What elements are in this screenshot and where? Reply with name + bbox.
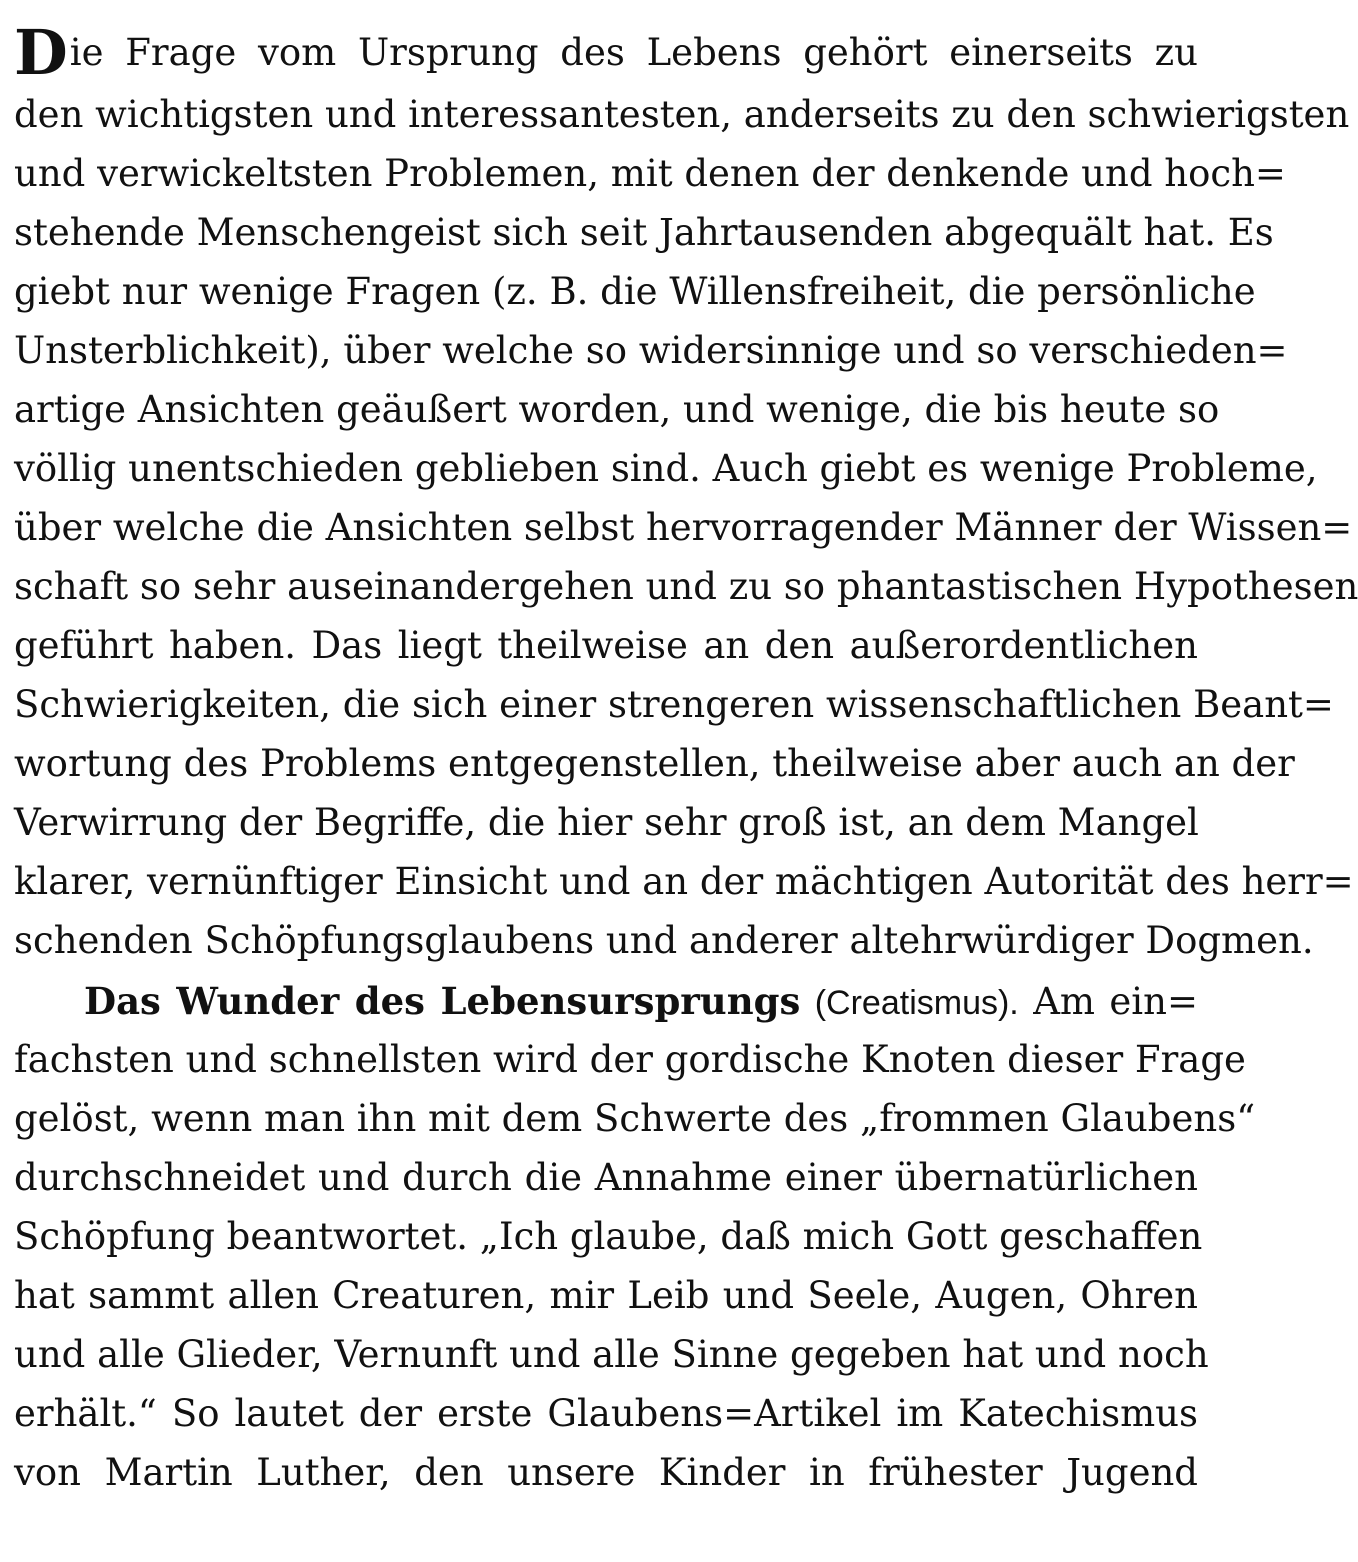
drop-cap: D bbox=[14, 16, 68, 89]
paragraph-2-line-9: von Martin Luther, den unsere Kinder in frühester Jugend bbox=[14, 1451, 1198, 1494]
paragraph-1-line-13: wortung des Problems entgegenstellen, theilweise aber auch an der bbox=[14, 742, 1295, 785]
paragraph-1-line-10: schaft so sehr auseinandergehen und zu so phantastischen Hypothesen bbox=[14, 565, 1358, 608]
paragraph-2-line-5: Schöpfung beantwortet. „Ich glaube, daß mich Gott geschaffen bbox=[14, 1215, 1203, 1258]
paragraph-1-line-9: über welche die Ansichten selbst hervorragender Männer der Wissen= bbox=[14, 506, 1353, 549]
heading-latin-term: (Creatismus). bbox=[814, 984, 1019, 1022]
paragraph-1-line-7: artige Ansichten geäußert worden, und wenige, die bis heute so bbox=[14, 388, 1220, 431]
paragraph-1-line-15: klarer, vernünftiger Einsicht und an der mächtigen Autorität des herr= bbox=[14, 860, 1354, 903]
line-text: Am ein= bbox=[1033, 980, 1198, 1023]
paragraph-2-line-8: erhält.“ So lautet der erste Glaubens=Artikel im Katechismus bbox=[14, 1392, 1198, 1435]
paragraph-1-line-14: Verwirrung der Begriffe, die hier sehr groß ist, an dem Mangel bbox=[14, 801, 1199, 844]
paragraph-2-line-1 bbox=[14, 972, 1198, 1030]
paragraph-1-line-8: völlig unentschieden geblieben sind. Auch giebt es wenige Probleme, bbox=[14, 447, 1318, 490]
paragraph-2-line-4: durchschneidet und durch die Annahme einer übernatürlichen bbox=[14, 1156, 1198, 1199]
paragraph-1-line-2: den wichtigsten und interessantesten, anderseits zu den schwierigsten bbox=[14, 93, 1350, 136]
paragraph-2-line-3: gelöst, wenn man ihn mit dem Schwerte des „frommen Glaubens“ bbox=[14, 1097, 1256, 1140]
paragraph-1-line-12: Schwierigkeiten, die sich einer strengeren wissenschaftlichen Beant= bbox=[14, 683, 1334, 726]
paragraph-1-line-3: und verwickeltsten Problemen, mit denen der denkende und hoch= bbox=[14, 152, 1286, 195]
paragraph-1-line-4: stehende Menschengeist sich seit Jahrtausenden abgequält hat. Es bbox=[14, 211, 1274, 254]
paragraph-1-line-5: giebt nur wenige Fragen (z. B. die Willensfreiheit, die persönliche bbox=[14, 270, 1256, 313]
paragraph-2-line-7: und alle Glieder, Vernunft und alle Sinne gegeben hat und noch bbox=[14, 1333, 1209, 1376]
paragraph-1-line-6: Unsterblichkeit), über welche so widersinnige und so verschieden= bbox=[14, 329, 1288, 372]
paragraph-2-line-6: hat sammt allen Creaturen, mir Leib und Seele, Augen, Ohren bbox=[14, 1274, 1198, 1317]
paragraph-1-line-16: schenden Schöpfungsglaubens und anderer altehrwürdiger Dogmen. bbox=[14, 919, 1314, 962]
paragraph-1-line-11: geführt haben. Das liegt theilweise an den außerordentlichen bbox=[14, 624, 1198, 667]
line-text: ie Frage vom Ursprung des Lebens gehört einerseits zu bbox=[69, 31, 1198, 74]
section-heading: Das Wunder des Lebensursprungs bbox=[84, 979, 801, 1023]
paragraph-2-line-2: fachsten und schnellsten wird der gordische Knoten dieser Frage bbox=[14, 1038, 1246, 1081]
paragraph-1-line-1 bbox=[14, 16, 1198, 89]
